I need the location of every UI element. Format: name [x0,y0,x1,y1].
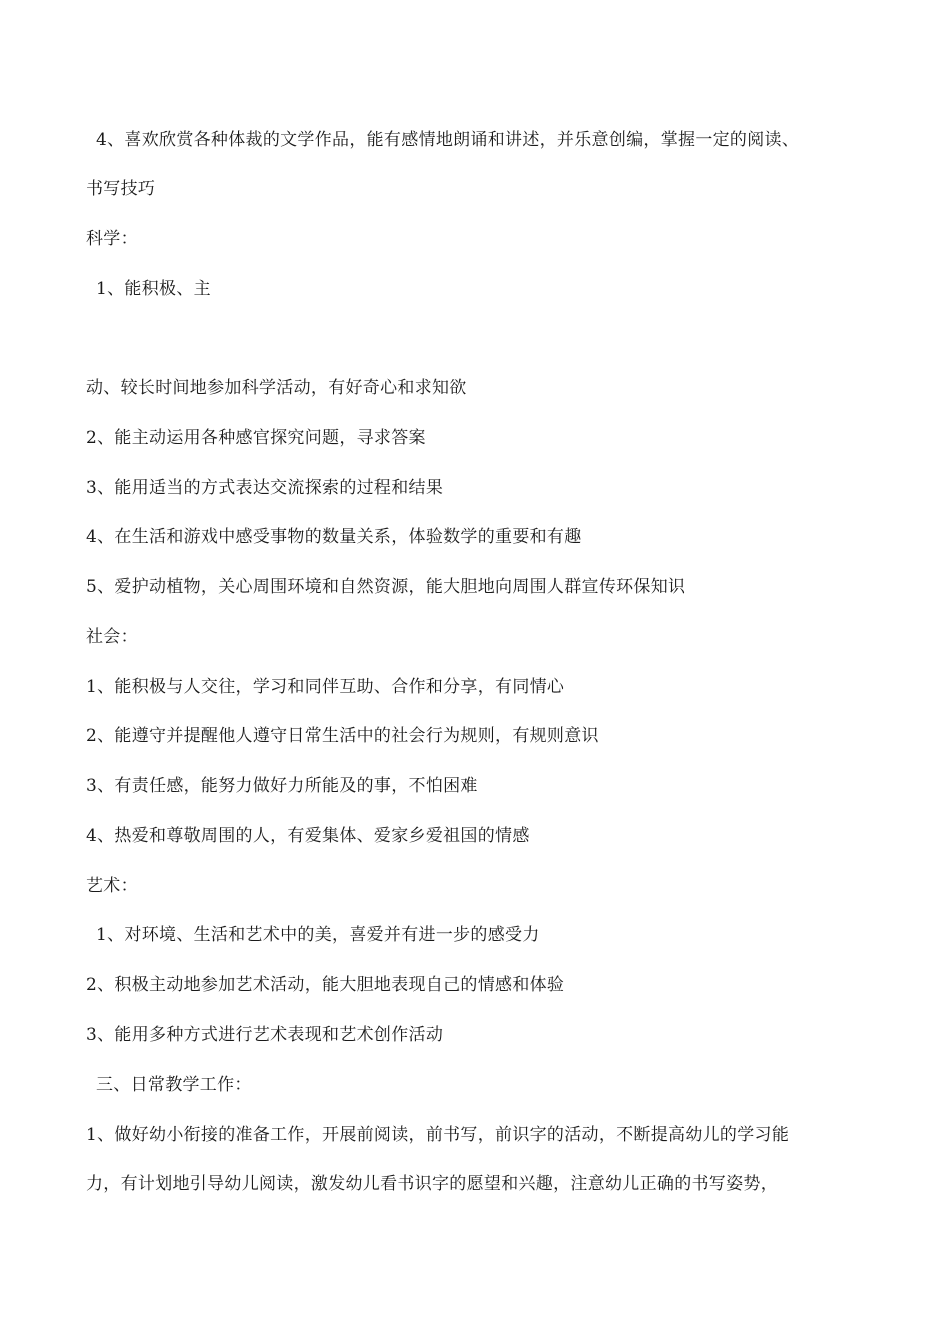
paragraph-society-2: 2、能遵守并提醒他人遵守日常生活中的社会行为规则，有规则意识 [86,726,599,746]
paragraph-art-2: 2、积极主动地参加艺术活动，能大胆地表现自己的情感和体验 [86,975,565,995]
paragraph-language-4: 4、喜欢欣赏各种体裁的文学作品，能有感情地朗诵和讲述，并乐意创编，掌握一定的阅读、 [96,130,800,150]
heading-daily-teaching: 三、日常教学工作： [96,1075,252,1095]
paragraph-science-3: 3、能用适当的方式表达交流探索的过程和结果 [86,478,444,498]
heading-society: 社会： [86,627,138,647]
paragraph-society-4: 4、热爱和尊敬周围的人，有爱集体、爱家乡爱祖国的情感 [86,826,530,846]
paragraph-daily-1: 1、做好幼小衔接的准备工作，开展前阅读，前书写，前识字的活动，不断提高幼儿的学习能 [86,1125,790,1145]
paragraph-art-1: 1、对环境、生活和艺术中的美，喜爱并有进一步的感受力 [96,925,540,945]
heading-science: 科学： [86,229,138,249]
paragraph-science-4: 4、在生活和游戏中感受事物的数量关系，体验数学的重要和有趣 [86,527,582,547]
paragraph-language-4-cont: 书写技巧 [86,179,156,199]
heading-art: 艺术： [86,876,138,896]
paragraph-science-2: 2、能主动运用各种感官探究问题，寻求答案 [86,428,426,448]
paragraph-society-1: 1、能积极与人交往，学习和同伴互助、合作和分享，有同情心 [86,677,565,697]
paragraph-science-1: 1、能积极、主 [96,279,211,299]
paragraph-science-5: 5、爱护动植物，关心周围环境和自然资源，能大胆地向周围人群宣传环保知识 [86,577,686,597]
paragraph-art-3: 3、能用多种方式进行艺术表现和艺术创作活动 [86,1025,444,1045]
paragraph-society-3: 3、有责任感，能努力做好力所能及的事，不怕困难 [86,776,478,796]
paragraph-daily-1-cont: 力，有计划地引导幼儿阅读，激发幼儿看书识字的愿望和兴趣，注意幼儿正确的书写姿势， [86,1174,778,1194]
paragraph-science-1-cont: 动、较长时间地参加科学活动，有好奇心和求知欲 [86,378,467,398]
